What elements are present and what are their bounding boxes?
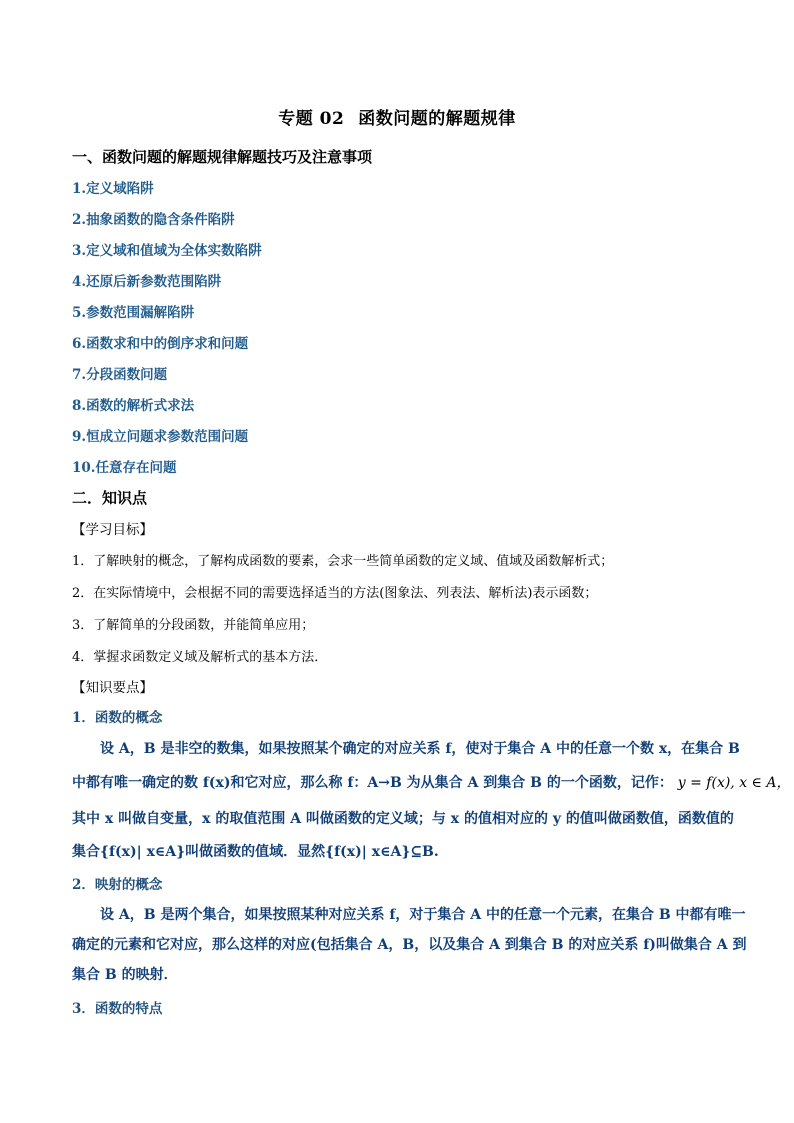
title-prefix: 专题 02	[278, 109, 345, 129]
toc-item-4[interactable]: 4.还原后新参数范围陷阱	[72, 274, 222, 290]
section1-heading: 一、函数问题的解题规律解题技巧及注意事项	[72, 148, 373, 166]
point2-line3: 集合 B 的映射．	[72, 967, 178, 983]
toc-item-1[interactable]: 1.定义域陷阱	[72, 181, 154, 197]
title-name: 函数问题的解题规律	[358, 109, 516, 129]
toc-item-6[interactable]: 6.函数求和中的倒序求和问题	[72, 336, 249, 352]
function-formula: y = f(x), x ∈ A，	[677, 775, 791, 791]
toc-item-5[interactable]: 5.参数范围漏解陷阱	[72, 305, 195, 321]
toc-item-7[interactable]: 7.分段函数问题	[72, 367, 168, 383]
goal-3: 3．了解简单的分段函数，并能简单应用；	[72, 618, 315, 633]
page-title	[0, 104, 794, 129]
point2-title: 2．映射的概念	[72, 877, 163, 893]
goal-4: 4．掌握求函数定义域及解析式的基本方法．	[72, 650, 328, 665]
point1-line1: 设 A，B 是非空的数集，如果按照某个确定的对应关系 f，使对于集合 A 中的任意一个数 x，在集合 B	[100, 741, 740, 757]
toc-item-9[interactable]: 9.恒成立问题求参数范围问题	[72, 429, 249, 445]
toc-item-8[interactable]: 8.函数的解析式求法	[72, 398, 195, 414]
point2-line1: 设 A，B 是两个集合，如果按照某种对应关系 f，对于集合 A 中的任意一个元素，在集合 B 中都有唯一	[100, 907, 746, 923]
point3-title: 3．函数的特点	[72, 1001, 163, 1017]
section2-heading: 二．知识点	[72, 489, 148, 507]
point1-line2: 中都有唯一确定的数 f(x)和它对应，那么称 f：A→B 为从集合 A 到集合 B 的一个函数，记作：	[72, 775, 673, 791]
toc-item-3[interactable]: 3.定义域和值域为全体实数陷阱	[72, 243, 262, 259]
toc-item-10[interactable]: 10.任意存在问题	[72, 460, 177, 476]
goals-label: 【学习目标】	[72, 522, 153, 538]
point1-line4: 集合{f(x)| x∈A}叫做函数的值域．显然{f(x)| x∈A}⊆B.	[72, 844, 439, 860]
goal-1: 1．了解映射的概念，了解构成函数的要素，会求一些简单函数的定义域、值域及函数解析式；	[72, 554, 614, 569]
points-label: 【知识要点】	[72, 680, 153, 696]
point1-title: 1．函数的概念	[72, 710, 163, 726]
toc-item-2[interactable]: 2.抽象函数的隐含条件陷阱	[72, 212, 235, 228]
goal-2: 2．在实际情境中，会根据不同的需要选择适当的方法(图象法、列表法、解析法)表示函数；	[72, 586, 598, 601]
point2-line2: 确定的元素和它对应，那么这样的对应(包括集合 A，B，以及集合 A 到集合 B 的对应关系 f)叫做集合 A 到	[72, 937, 747, 953]
point1-line3: 其中 x 叫做自变量，x 的取值范围 A 叫做函数的定义域；与 x 的值相对应的 y 的值叫做函数值，函数值的	[72, 811, 734, 827]
point1-line2-row	[72, 772, 790, 792]
